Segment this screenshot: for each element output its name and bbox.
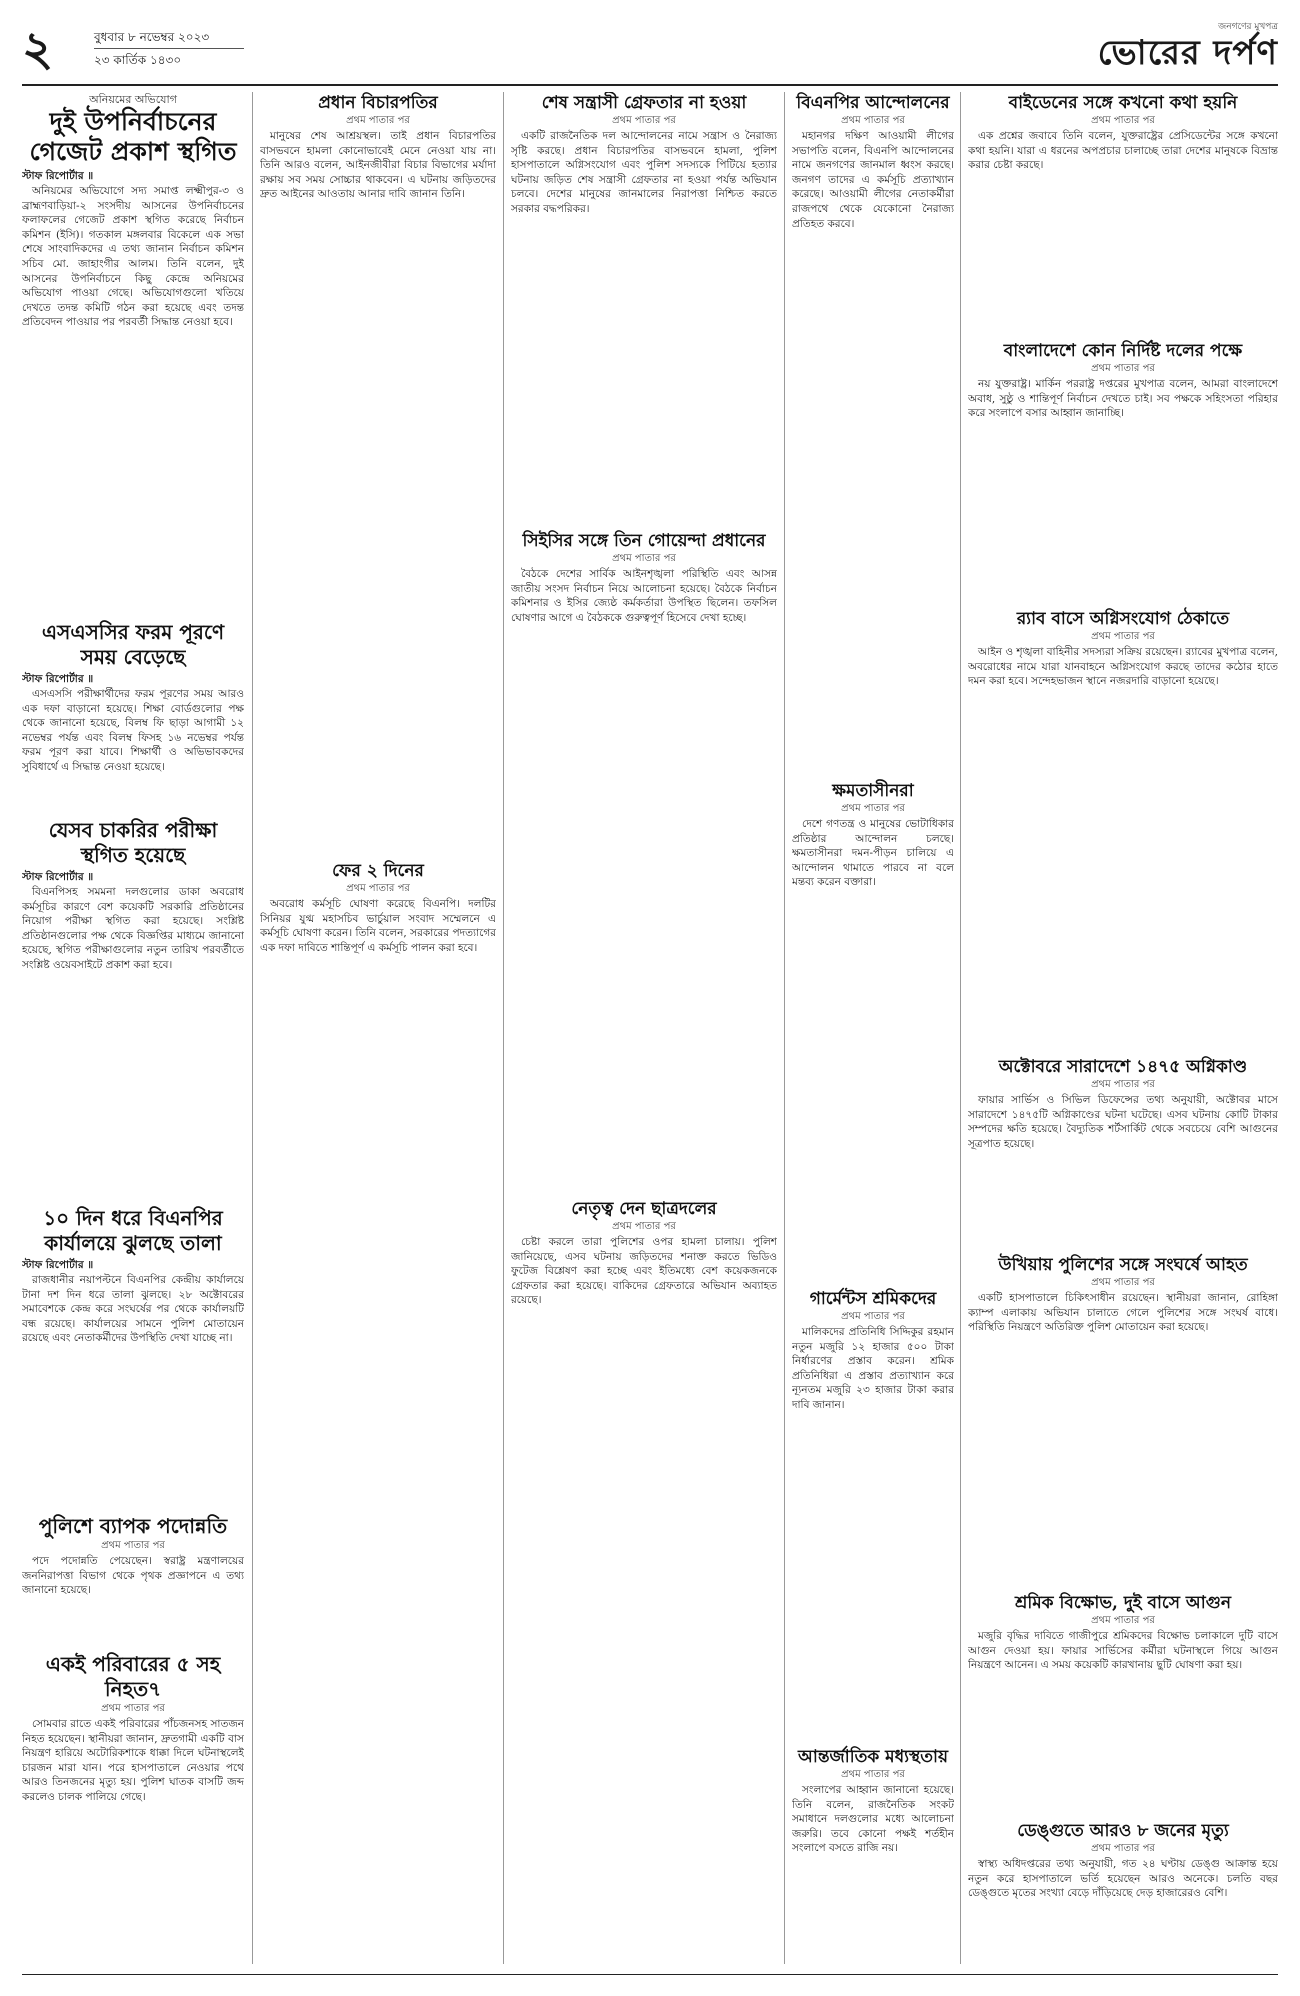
article-gazette: [22, 92, 244, 612]
article-student: [511, 1198, 777, 1308]
continued-label: প্রথম পাতার পর: [1091, 115, 1155, 126]
continued-label: প্রথম পাতার পর: [346, 115, 410, 126]
article-body: [22, 184, 244, 330]
article-headline: ডেঙ্গুতে আরও ৮ জনের মৃত্যু: [1017, 1821, 1229, 1841]
article-headline: এসএসসির ফরম পূরণে সময় বেড়েছে: [41, 620, 225, 669]
article-body: [968, 645, 1278, 689]
article-cec: [511, 530, 777, 1190]
date-block: [94, 28, 244, 69]
article-headline: বাংলাদেশে কোন নির্দিষ্ট দলের পক্ষে: [1003, 341, 1243, 361]
continued-label: প্রথম পাতার পর: [101, 1540, 165, 1551]
article-headline: গার্মেন্টস শ্রমিকদের: [809, 1289, 937, 1309]
article-paragraph: পদে পদোন্নতি পেয়েছেন। স্বরাষ্ট্র মন্ত্রণালয়ের জননিরাপত্তা বিভাগ থেকে পৃথক প্রজ্ঞাপনে এ তথ্য জানানো হয়েছে।: [22, 1555, 244, 1597]
continued-label: প্রথম পাতার পর: [1091, 363, 1155, 374]
article-body: [968, 1291, 1278, 1335]
article-headline: দুই উপনির্বাচনের গেজেট প্রকাশ স্থগিত: [29, 107, 237, 166]
article-terrorist: [511, 92, 777, 522]
article-dengue: [968, 1820, 1278, 1901]
continued-label: প্রথম পাতার পর: [841, 803, 905, 814]
article-body: [511, 1235, 777, 1308]
date-gregorian: বুধবার ৮ নভেম্বর ২০২৩: [94, 30, 210, 44]
article-paragraph: এক প্রশ্নের জবাবে তিনি বলেন, যুক্তরাষ্ট্রের প্রেসিডেন্টের সঙ্গে কখনো কথা হয়নি। যারা এ ধরনের অপপ্রচার চালাচ্ছে তারা দেশের মানুষকে বিভ্রান্ত করার চেষ্টা করছে।: [968, 130, 1278, 172]
article-paragraph: আইন ও শৃঙ্খলা বাহিনীর সদস্যরা সক্রিয় রয়েছেন। র‍্যাবের মুখপাত্র বলেন, অবরোধের নামে যারা যানবাহনে অগ্নিসংযোগ করছে তাদের কঠোর হাতে দমন করা হবে। সন্দেহভাজন স্থানে নজরদারি বাড়ানো হয়েছে।: [968, 646, 1278, 688]
article-paragraph: চেষ্টা করলে তারা পুলিশের ওপর হামলা চালায়। পুলিশ জানিয়েছে, এসব ঘটনায় জড়িতদের শনাক্ত করতে ভিডিও ফুটেজ বিশ্লেষণ করা হচ্ছে এবং ইতিমধ্যে বেশ কয়েকজনকে গ্রেফতার করা হয়েছে। বাকিদের গ্রেফতারে অভিযান অব্যাহত রয়েছে।: [511, 1236, 777, 1307]
article-ferry: [260, 860, 496, 955]
article-paragraph: একটি হাসপাতালে চিকিৎসাধীন রয়েছেন। স্থানীয়রা জানান, রোহিঙ্গা ক্যাম্প এলাকায় অভিযান চালাতে গেলে পুলিশের সঙ্গে সংঘর্ষ বাধে। পরিস্থিতি নিয়ন্ত্রণে অতিরিক্ত পুলিশ মোতায়েন করা হয়েছে।: [968, 1292, 1278, 1334]
article-paragraph: ফায়ার সার্ভিস ও সিভিল ডিফেন্সের তথ্য অনুযায়ী, অক্টোবর মাসে সারাদেশে ১৪৭৫টি অগ্নিকাণ্ডের ঘটনা ঘটেছে। এসব ঘটনায় কোটি টাকার সম্পদের ক্ষতি হয়েছে। বৈদ্যুতিক শর্টসার্কিট থেকে সবচেয়ে বেশি আগুনের সূত্রপাত হয়েছে।: [968, 1094, 1278, 1150]
column-divider: [784, 92, 785, 1964]
continued-label: প্রথম পাতার পর: [841, 115, 905, 126]
article-body: [22, 885, 244, 973]
article-body: [968, 1093, 1278, 1151]
continued-label: প্রথম পাতার পর: [1091, 1277, 1155, 1288]
article-paragraph: স্বাস্থ্য অধিদপ্তরের তথ্য অনুযায়ী, গত ২৪ ঘণ্টায় ডেঙ্গু আক্রান্ত হয়ে নতুন করে হাসপাতালে ভর্তি হয়েছেন আরও অনেকে। চলতি বছর ডেঙ্গুতে মৃতের সংখ্যা বেড়ে দাঁড়িয়েছে দেড় হাজারেরও বেশি।: [968, 1858, 1278, 1900]
article-fires: [968, 1056, 1278, 1246]
article-body: [792, 1325, 954, 1413]
article-headline: বিএনপির আন্দোলনের: [796, 93, 950, 113]
continued-label: প্রথম পাতার পর: [1091, 1615, 1155, 1626]
article-paragraph: বিএনপিসহ সমমনা দলগুলোর ডাকা অবরোধ কর্মসূচির কারণে বেশ কয়েকটি সরকারি প্রতিষ্ঠানের নিয়োগ পরীক্ষা স্থগিত করা হয়েছে। সংশ্লিষ্ট প্রতিষ্ঠানগুলোর পক্ষ থেকে বিজ্ঞপ্তির মাধ্যমে জানানো হয়েছে, স্থগিত পরীক্ষাগুলোর নতুন তারিখ পরবর্তীতে সংশ্লিষ্ট ওয়েবসাইটে প্রকাশ করা হবে।: [22, 886, 244, 971]
article-paragraph: সংলাপের আহ্বান জানানো হয়েছে। তিনি বলেন, রাজনৈতিক সংকট সমাধানে দলগুলোর মধ্যে আলোচনা জরুরি। তবে কোনো পক্ষই শর্তহীন সংলাপে বসতে রাজি নয়।: [792, 1784, 954, 1855]
article-headline: পুলিশে ব্যাপক পদোন্নতি: [38, 1514, 228, 1538]
article-body: [22, 1273, 244, 1346]
article-paragraph: মালিকদের প্রতিনিধি সিদ্দিকুর রহমান নতুন মজুরি ১২ হাজার ৫০০ টাকা নির্ধারণের প্রস্তাব করেন। শ্রমিক প্রতিনিধিরা এ প্রস্তাব প্রত্যাখ্যান করে ন্যূনতম মজুরি ২৩ হাজার টাকা করার দাবি জানান।: [792, 1326, 954, 1411]
article-ukhia: [968, 1254, 1278, 1584]
column-divider: [252, 92, 253, 1964]
article-paragraph: মহানগর দক্ষিণ আওয়ামী লীগের সভাপতি বলেন, বিএনপি আন্দোলনের নামে জনগণের জানমাল ধ্বংস করছে। জনগণ তাদের এ কর্মসূচি প্রত্যাখ্যান করেছে। আওয়ামী লীগের নেতাকর্মীরা রাজপথে থেকে যেকোনো নৈরাজ্য প্রতিহত করবে।: [792, 130, 954, 230]
article-body: [511, 129, 777, 217]
article-headline: একই পরিবারের ৫ সহ নিহত৭: [45, 1652, 221, 1701]
article-headline: র‍্যাব বাসে অগ্নিসংযোগ ঠেকাতে: [1016, 609, 1230, 629]
article-mediation: [792, 1746, 954, 1856]
article-byline: স্টাফ রিপোর্টার ॥: [22, 871, 94, 883]
continued-label: প্রথম পাতার পর: [612, 553, 676, 564]
continued-label: প্রথম পাতার পর: [1091, 631, 1155, 642]
column-3: [511, 92, 777, 1964]
article-headline: উখিয়ায় পুলিশের সঙ্গে সংঘর্ষে আহত: [998, 1255, 1248, 1275]
article-garments: [792, 1288, 954, 1738]
footer-rule: [22, 1974, 1278, 1975]
article-body: [792, 129, 954, 231]
column-divider: [960, 92, 961, 1964]
continued-label: প্রথম পাতার পর: [841, 1311, 905, 1322]
column-1: [22, 92, 244, 1964]
article-body: [968, 1629, 1278, 1673]
article-worker: [968, 1592, 1278, 1812]
article-body: [511, 567, 777, 625]
header-rule: [22, 84, 1278, 86]
article-headline: যেসব চাকরির পরীক্ষা স্থগিত হয়েছে: [48, 818, 218, 867]
continued-label: প্রথম পাতার পর: [1091, 1079, 1155, 1090]
article-paragraph: বৈঠকে দেশের সার্বিক আইনশৃঙ্খলা পরিস্থিতি এবং আসন্ন জাতীয় সংসদ নির্বাচন নিয়ে আলোচনা হয়েছে। বৈঠকে নির্বাচন কমিশনার ও ইসির জ্যেষ্ঠ কর্মকর্তারা উপস্থিত ছিলেন। তফসিল ঘোষণার আগে এ বৈঠককে গুরুত্বপূর্ণ হিসেবে দেখা হচ্ছে।: [511, 568, 777, 624]
article-headline: শেষ সন্ত্রাসী গ্রেফতার না হওয়া: [541, 93, 747, 113]
article-bnp-movement: [792, 92, 954, 772]
article-byline: স্টাফ রিপোর্টার ॥: [22, 673, 94, 685]
article-biden: [968, 92, 1278, 332]
article-body: [260, 129, 496, 202]
column-2: [260, 92, 496, 1964]
masthead-tagline: জনগণের মুখপত্র: [1218, 22, 1278, 32]
article-paragraph: নয় যুক্তরাষ্ট্র। মার্কিন পররাষ্ট্র দপ্তরের মুখপাত্র বলেন, আমরা বাংলাদেশে অবাধ, সুষ্ঠু ও শান্তিপূর্ণ নির্বাচন দেখতে চাই। সব পক্ষকে সহিংসতা পরিহার করে সংলাপে বসার আহ্বান জানাচ্ছি।: [968, 378, 1278, 420]
continued-label: প্রথম পাতার পর: [612, 1221, 676, 1232]
article-byline: স্টাফ রিপোর্টার ॥: [22, 170, 94, 182]
article-paragraph: সোমবার রাতে একই পরিবারের পাঁচজনসহ সাতজন নিহত হয়েছেন। স্থানীয়রা জানান, দ্রুতগামী একটি বাস নিয়ন্ত্রণ হারিয়ে অটোরিকশাকে ধাক্কা দিলে ঘটনাস্থলেই চারজন মারা যান। পরে হাসপাতালে নেওয়ার পথে আরও তিনজনের মৃত্যু হয়। পুলিশ ঘাতক বাসটি জব্দ করলেও চালক পালিয়ে গেছে।: [22, 1718, 244, 1803]
masthead: [1098, 22, 1278, 73]
column-4: [792, 92, 954, 1964]
article-body: [22, 687, 244, 775]
article-kicker: অনিয়মের অভিযোগ: [89, 93, 177, 106]
article-body: [968, 129, 1278, 173]
article-ssc: [22, 620, 244, 810]
article-judiciary: [260, 92, 496, 852]
article-ruling: [792, 780, 954, 1280]
column-5: [968, 92, 1278, 1964]
continued-label: প্রথম পাতার পর: [612, 115, 676, 126]
article-headline: ফের ২ দিনের: [332, 861, 424, 881]
article-body: [968, 1857, 1278, 1901]
continued-label: প্রথম পাতার পর: [346, 883, 410, 894]
date-divider: [94, 48, 244, 49]
column-divider: [503, 92, 504, 1964]
article-paragraph: অবরোধ কর্মসূচি ঘোষণা করেছে বিএনপি। দলটির সিনিয়র যুগ্ম মহাসচিব ভার্চুয়াল সংবাদ সম্মেলনে এ কর্মসূচি ঘোষণা করেন। তিনি বলেন, সরকারের পদত্যাগের এক দফা দাবিতে শান্তিপূর্ণ এ কর্মসূচি পালন করা হবে।: [260, 898, 496, 954]
article-body: [792, 1783, 954, 1856]
continued-label: প্রথম পাতার পর: [1091, 1843, 1155, 1854]
article-body: [968, 377, 1278, 421]
article-paragraph: মানুষের শেষ আশ্রয়স্থল। তাই প্রধান বিচারপতির বাসভবনে হামলা কোনোভাবেই মেনে নেওয়া যায় না। তিনি আরও বলেন, আইনজীবীরা বিচার বিভাগের মর্যাদা রক্ষায় সব সময় সোচ্চার থাকবেন। এ ঘটনায় জড়িতদের দ্রুত আইনের আওতায় আনার দাবি জানান তিনি।: [260, 130, 496, 201]
article-body: [260, 897, 496, 955]
masthead-logo: ভোরের দর্পণ: [1097, 33, 1278, 73]
article-body: [792, 817, 954, 890]
article-headline: অক্টোবরে সারাদেশে ১৪৭৫ অগ্নিকাণ্ড: [998, 1057, 1248, 1077]
page-number: ২: [22, 21, 54, 77]
page-header: [22, 22, 1278, 82]
article-family: [22, 1652, 244, 1805]
article-headline: শ্রমিক বিক্ষোভ, দুই বাসে আগুন: [1015, 1593, 1231, 1613]
article-headline: প্রধান বিচারপতির: [318, 93, 438, 113]
article-headline: ১০ দিন ধরে বিএনপির কার্যালয়ে ঝুলছে তালা: [43, 1206, 223, 1255]
article-paragraph: অনিয়মের অভিযোগে সদ্য সমাপ্ত লক্ষ্মীপুর-৩ ও ব্রাহ্মণবাড়িয়া-২ সংসদীয় আসনের উপনির্বাচনের ফলাফলের গেজেট প্রকাশ স্থগিত করেছে নির্বাচন কমিশন (ইসি)। গতকাল মঙ্গলবার বিকেলে এক সভা শেষে সাংবাদিকদের এ তথ্য জানান নির্বাচন কমিশন সচিব মো. জাহাংগীর আলম। তিনি বলেন, দুই আসনের উপনির্বাচনে কিছু কেন্দ্রে অনিয়মের অভিযোগ পাওয়া গেছে। অভিযোগগুলো খতিয়ে দেখতে তদন্ত কমিটি গঠন করা হয়েছে এবং তদন্ত প্রতিবেদন পাওয়ার পর পরবর্তী সিদ্ধান্ত নেওয়া হবে।: [22, 185, 244, 329]
article-paragraph: এসএসসি পরীক্ষার্থীদের ফরম পূরণের সময় আরও এক দফা বাড়ানো হয়েছে। শিক্ষা বোর্ডগুলোর পক্ষ থেকে জানানো হয়েছে, বিলম্ব ফি ছাড়া আগামী ১২ নভেম্বর পর্যন্ত এবং বিলম্ব ফিসহ ১৬ নভেম্বর পর্যন্ত ফরম পূরণ করা যাবে। শিক্ষার্থী ও অভিভাবকদের সুবিধার্থে এ সিদ্ধান্ত নেওয়া হয়েছে।: [22, 688, 244, 773]
continued-label: প্রথম পাতার পর: [101, 1703, 165, 1714]
continued-label: প্রথম পাতার পর: [841, 1769, 905, 1780]
article-no-party: [968, 340, 1278, 600]
article-paragraph: একটি রাজনৈতিক দল আন্দোলনের নামে সন্ত্রাস ও নৈরাজ্য সৃষ্টি করছে। প্রধান বিচারপতির বাসভবনে হামলা, পুলিশ হাসপাতালে অগ্নিসংযোগ এবং পুলিশ সদস্যকে পিটিয়ে হত্যার ঘটনায় জড়িত শেষ সন্ত্রাসী গ্রেফতার না হওয়া পর্যন্ত অভিযান চলবে। দেশের মানুষের জানমালের নিরাপত্তা নিশ্চিত করতে সরকার বদ্ধপরিকর।: [511, 130, 777, 215]
article-headline: বাইডেনের সঙ্গে কখনো কথা হয়নি: [1008, 93, 1238, 113]
article-job-exam: [22, 818, 244, 1198]
article-headline: ক্ষমতাসীনরা: [832, 781, 914, 801]
article-paragraph: মজুরি বৃদ্ধির দাবিতে গাজীপুরে শ্রমিকদের বিক্ষোভ চলাকালে দুটি বাসে আগুন দেওয়া হয়। ফায়ার সার্ভিসের কর্মীরা ঘটনাস্থলে গিয়ে আগুন নিয়ন্ত্রণে আনেন। এ সময় কয়েকটি কারখানায় ছুটি ঘোষণা করা হয়।: [968, 1630, 1278, 1672]
article-headline: সিইসির সঙ্গে তিন গোয়েন্দা প্রধানের: [522, 531, 766, 551]
article-bnp-office: [22, 1206, 244, 1506]
article-police: [22, 1514, 244, 1644]
date-bengali: ২৩ কার্তিক ১৪৩০: [94, 53, 182, 67]
article-byline: স্টাফ রিপোর্টার ॥: [22, 1259, 94, 1271]
article-rab: [968, 608, 1278, 1048]
article-paragraph: রাজধানীর নয়াপল্টনে বিএনপির কেন্দ্রীয় কার্যালয়ে টানা দশ দিন ধরে তালা ঝুলছে। ২৮ অক্টোবরের সমাবেশকে কেন্দ্র করে সংঘর্ষের পর থেকে কার্যালয়টি বন্ধ রয়েছে। কার্যালয়ের সামনে পুলিশ মোতায়েন রয়েছে এবং নেতাকর্মীদের উপস্থিতি দেখা যাচ্ছে না।: [22, 1274, 244, 1345]
article-headline: নেতৃত্ব দেন ছাত্রদলের: [571, 1199, 717, 1219]
article-body: [22, 1554, 244, 1598]
article-body: [22, 1717, 244, 1805]
article-headline: আন্তর্জাতিক মধ্যস্থতায়: [798, 1747, 948, 1767]
article-paragraph: দেশে গণতন্ত্র ও মানুষের ভোটাধিকার প্রতিষ্ঠার আন্দোলন চলছে। ক্ষমতাসীনরা দমন-পীড়ন চালিয়ে এ আন্দোলন থামাতে পারবে না বলে মন্তব্য করেন বক্তারা।: [792, 818, 954, 889]
